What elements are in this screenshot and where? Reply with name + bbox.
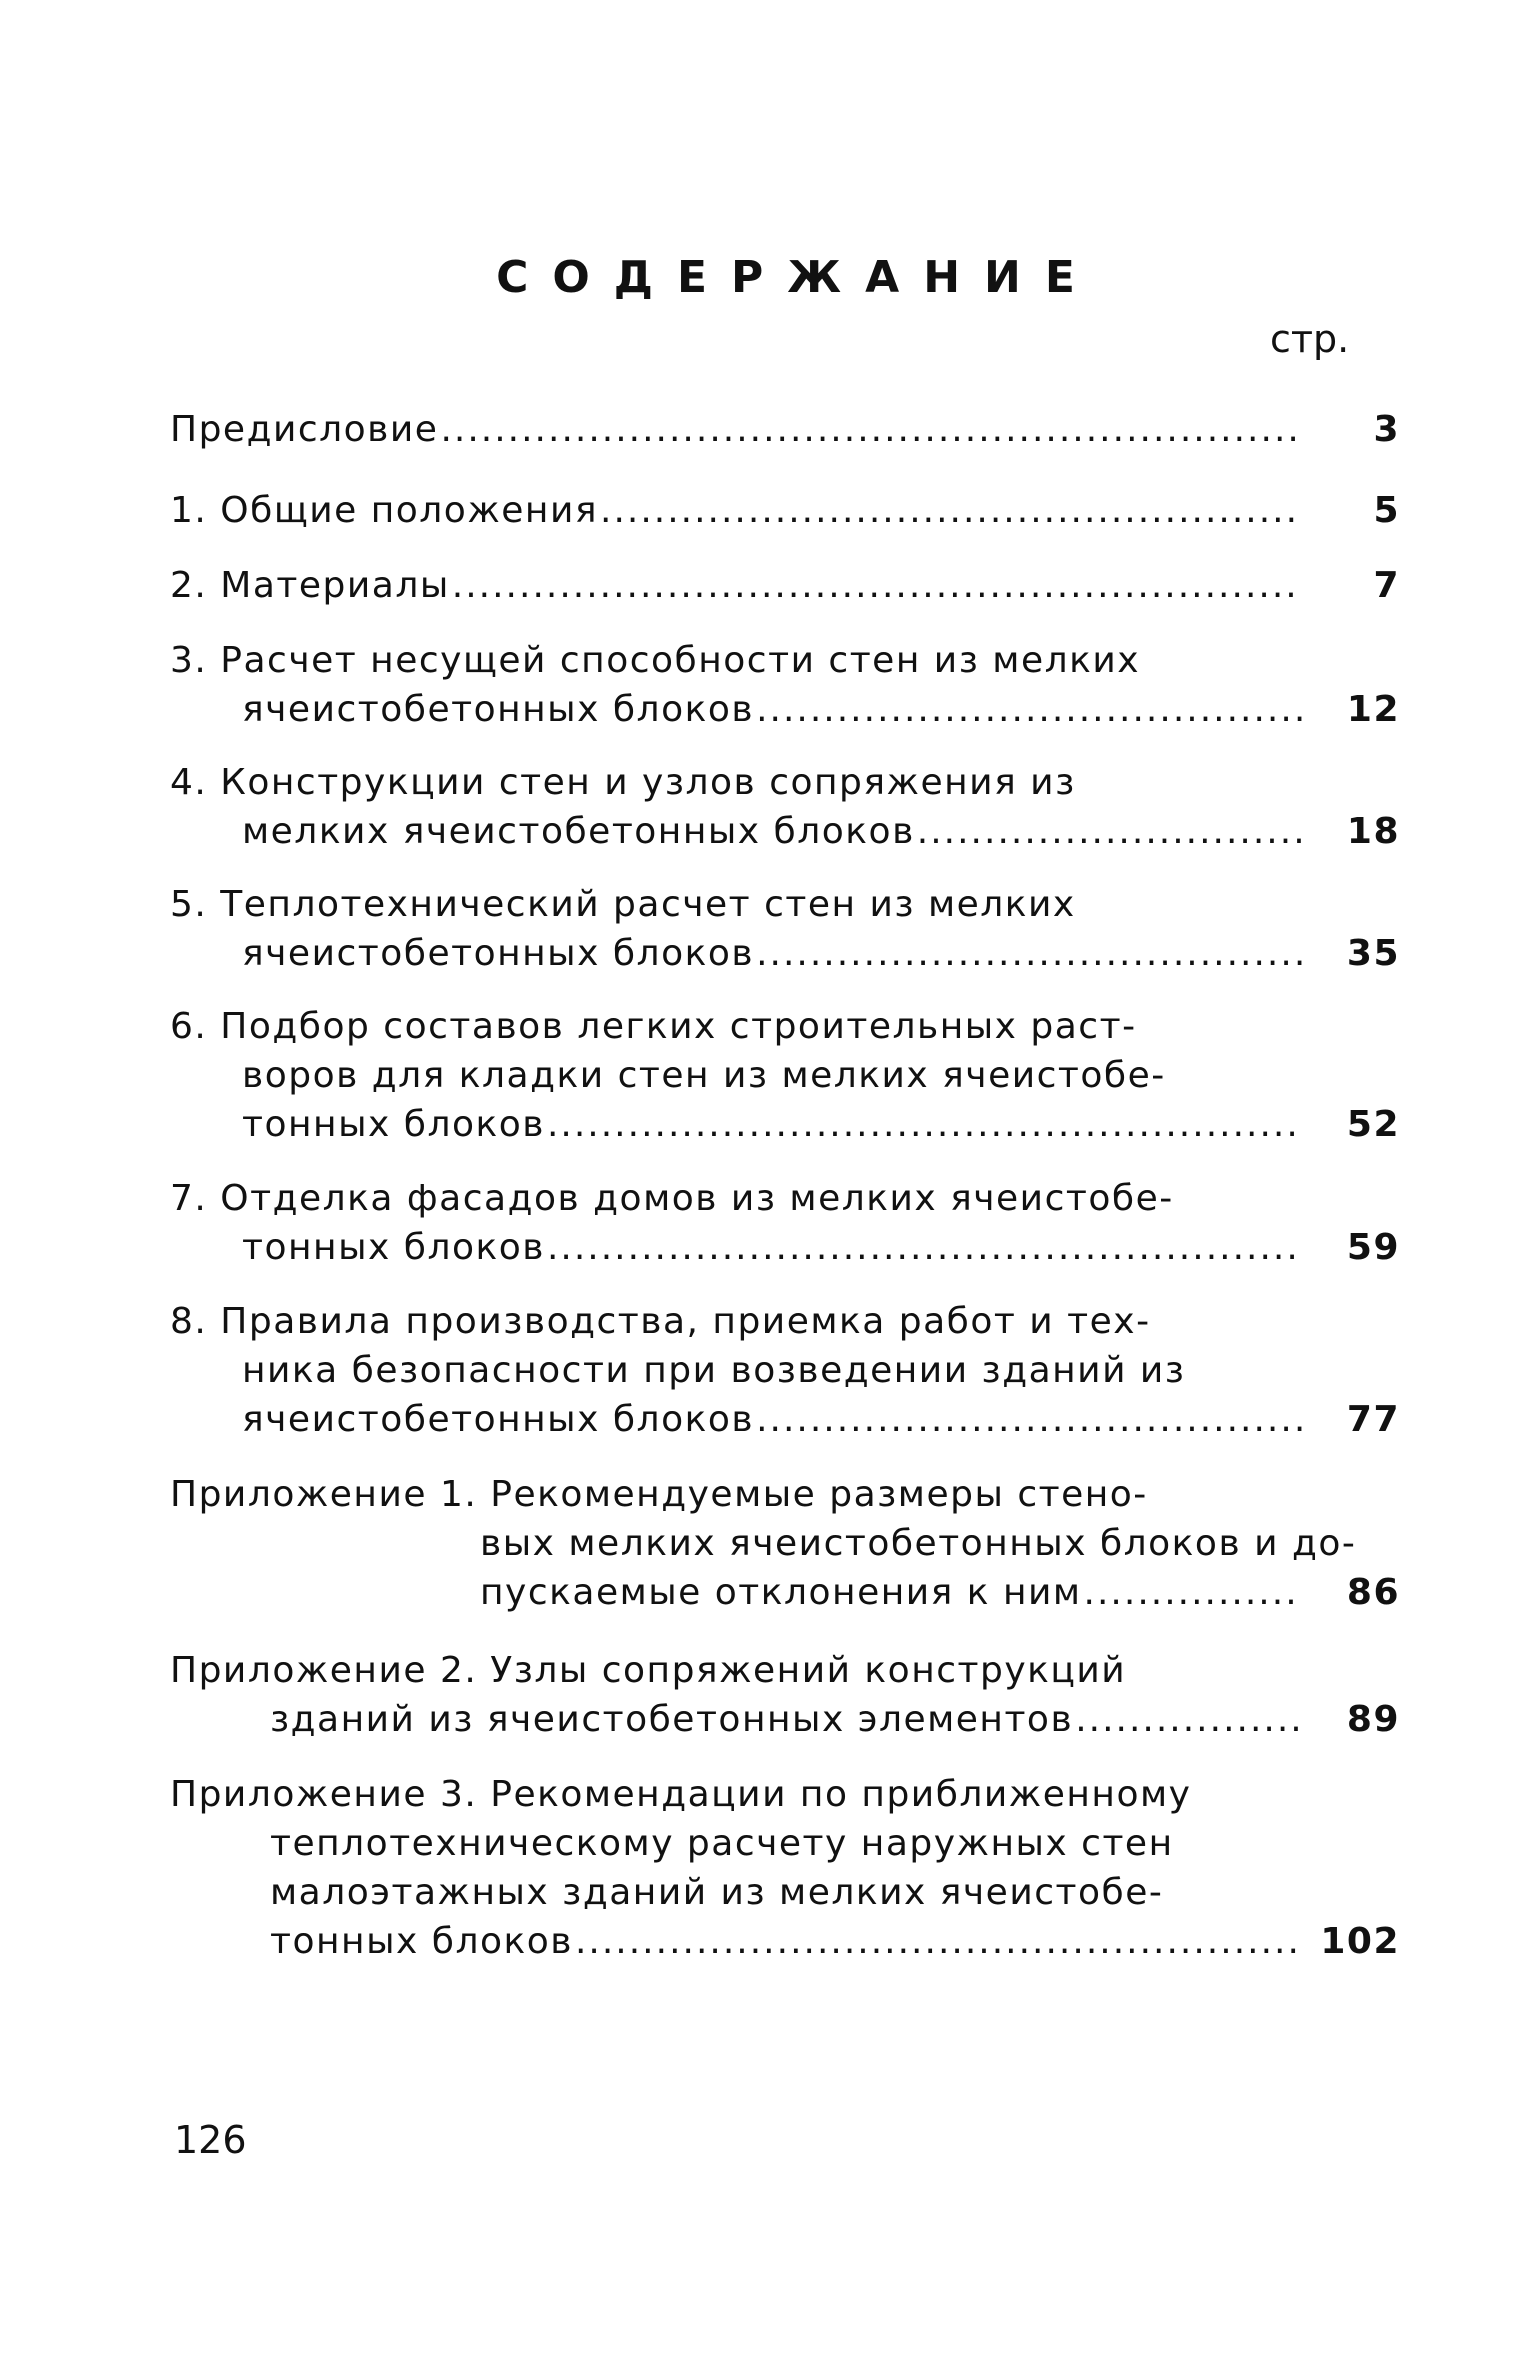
toc-entry-title: 1. Общие положения	[170, 490, 598, 531]
toc-entry-4[interactable]	[170, 758, 1400, 856]
toc-entry-preface[interactable]	[170, 405, 1400, 454]
toc-entry-2[interactable]	[170, 561, 1400, 610]
dot-leader	[452, 561, 1302, 610]
toc-entry-8[interactable]	[170, 1297, 1400, 1444]
dot-leader	[547, 1100, 1302, 1149]
toc-entry-title: 4. Конструкции стен и узлов сопряжения из	[170, 762, 1076, 803]
toc-page-number: 7	[1373, 565, 1400, 606]
toc-page-number: 5	[1373, 490, 1400, 531]
page-title: СОДЕРЖАНИЕ	[496, 252, 1099, 303]
toc-entry-title: Предисловие	[170, 409, 439, 450]
toc-entry-title: 6. Подбор составов легких строительных раст-	[170, 1006, 1137, 1047]
dot-leader	[1075, 1695, 1302, 1744]
toc-entry-title-continued: вых мелких ячеистобетонных блоков и до-	[480, 1523, 1357, 1564]
toc-entry-6[interactable]	[170, 1002, 1400, 1149]
dot-leader	[756, 1395, 1302, 1444]
dot-leader	[917, 807, 1302, 856]
toc-entry-title-continued: тонных блоков	[270, 1921, 573, 1962]
toc-entry-title-continued: ячеистобетонных блоков	[242, 933, 755, 974]
toc-entry-title-continued: тонных блоков	[242, 1227, 545, 1268]
toc-entry-title-continued: зданий из ячеистобетонных элементов	[270, 1699, 1074, 1740]
dot-leader	[1084, 1568, 1302, 1617]
toc-entry-title: 5. Теплотехнический расчет стен из мелких	[170, 884, 1076, 925]
toc-entry-title: Приложение 3. Рекомендации по приближенному	[170, 1774, 1192, 1815]
toc-entry-title: 3. Расчет несущей способности стен из мелких	[170, 640, 1141, 681]
toc-entry-title: 7. Отделка фасадов домов из мелких ячеистобе-	[170, 1178, 1174, 1219]
dot-leader	[756, 685, 1302, 734]
dot-leader	[600, 486, 1302, 535]
toc-entry-title-continued: малоэтажных зданий из мелких ячеистобе-	[270, 1872, 1164, 1913]
toc-entry-title-continued: воров для кладки стен из мелких ячеистобе-	[242, 1055, 1166, 1096]
toc-entry-title-continued: ячеистобетонных блоков	[242, 689, 755, 730]
page-column-header: стр.	[1270, 317, 1350, 361]
toc-page-number: 35	[1346, 933, 1400, 974]
toc-entry-1[interactable]	[170, 486, 1400, 535]
page-number: 126	[174, 2118, 247, 2162]
dot-leader	[547, 1223, 1302, 1272]
toc-entry-title-continued: теплотехническому расчету наружных стен	[270, 1823, 1174, 1864]
dot-leader	[756, 929, 1302, 978]
toc-entry-appendix-2[interactable]	[170, 1646, 1400, 1744]
toc-page-number: 89	[1346, 1699, 1400, 1740]
toc-page-number: 86	[1346, 1572, 1400, 1613]
toc-entry-title: Приложение 1. Рекомендуемые размеры стено-	[170, 1474, 1148, 1515]
toc-page-number: 59	[1346, 1227, 1400, 1268]
toc-page-number: 77	[1346, 1399, 1400, 1440]
toc-page-number: 3	[1373, 409, 1400, 450]
toc-entry-title-continued: тонных блоков	[242, 1104, 545, 1145]
toc-entry-title-continued: пускаемые отклонения к ним	[480, 1572, 1082, 1613]
toc-page-number: 52	[1346, 1104, 1400, 1145]
toc-entry-3[interactable]	[170, 636, 1400, 734]
dot-leader	[575, 1917, 1302, 1966]
toc-entry-title-continued: ника безопасности при возведении зданий из	[242, 1350, 1186, 1391]
toc-page-number: 18	[1346, 811, 1400, 852]
dot-leader	[440, 405, 1302, 454]
toc-entry-title: Приложение 2. Узлы сопряжений конструкций	[170, 1650, 1127, 1691]
toc-page-number: 102	[1320, 1921, 1400, 1962]
toc-entry-title: 8. Правила производства, приемка работ и тех-	[170, 1301, 1151, 1342]
toc-entry-appendix-3[interactable]	[170, 1770, 1400, 1966]
toc-entry-title: 2. Материалы	[170, 565, 450, 606]
toc-entry-7[interactable]	[170, 1174, 1400, 1272]
toc-page-number: 12	[1346, 689, 1400, 730]
toc-entry-title-continued: ячеистобетонных блоков	[242, 1399, 755, 1440]
toc-entry-title-continued: мелких ячеистобетонных блоков	[242, 811, 915, 852]
toc-entry-5[interactable]	[170, 880, 1400, 978]
toc-entry-appendix-1[interactable]	[170, 1470, 1400, 1617]
